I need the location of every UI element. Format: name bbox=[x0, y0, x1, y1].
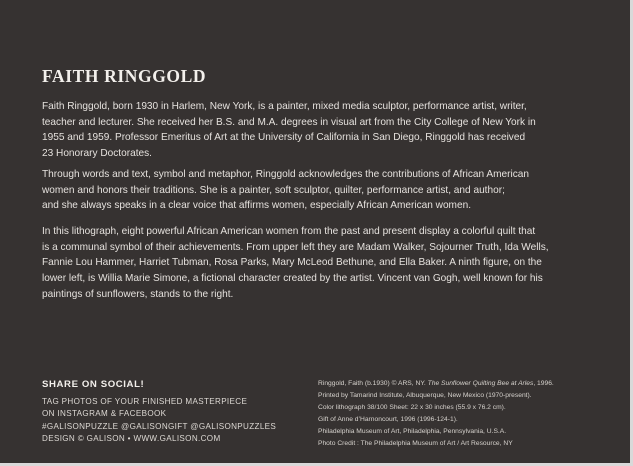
social-line: #GALISONPUZZLE @GALISONGIFT @GALISONPUZZLES bbox=[42, 421, 277, 431]
page-title: FAITH RINGGOLD bbox=[42, 66, 207, 86]
themes-paragraph bbox=[42, 167, 587, 214]
credit-line bbox=[318, 378, 554, 390]
social-line: ON INSTAGRAM & FACEBOOK bbox=[42, 409, 167, 419]
lithograph-description-paragraph bbox=[42, 224, 587, 303]
credit-year: , 1996. bbox=[533, 380, 554, 387]
text-line: Fannie Lou Hammer, Harriet Tubman, Rosa Parks, Mary McLeod Bethune, and Ella Baker. A ninth figure, on the bbox=[42, 257, 542, 269]
credit-line: Color lithograph 38/100 Sheet: 22 x 30 inches (55.9 x 76.2 cm). bbox=[318, 404, 506, 412]
artwork-title: The Sunflower Quilting Bee at Arles bbox=[427, 380, 534, 387]
text-line: 1955 and 1959. Professor Emeritus of Art at the University of California in San Diego, Ringgold has received bbox=[42, 132, 526, 144]
biography-paragraph bbox=[42, 99, 587, 162]
text-line: is a communal symbol of their achievements. From upper left they are Madam Walker, Sojourner Truth, Ida Wells, bbox=[42, 241, 549, 253]
text-line: lower left, is Willia Marie Simone, a fictional character created by the artist. Vincent van Gogh, well known for his bbox=[42, 273, 543, 285]
text-line: teacher and lecturer. She received her B.S. and M.A. degrees in visual art from the City College of New York in bbox=[42, 116, 536, 128]
artwork-credits-block bbox=[318, 378, 554, 451]
credit-line: Printed by Tamarind Institute, Albuquerque, New Mexico (1970-present). bbox=[318, 392, 532, 400]
credit-line: Philadelphia Museum of Art, Philadelphia, Pennsylvania, U.S.A. bbox=[318, 428, 507, 436]
text-line: and she always speaks in a clear voice that affirms women, especially African American women. bbox=[42, 200, 471, 212]
text-line: Through words and text, symbol and metaphor, Ringgold acknowledges the contributions of African American bbox=[42, 169, 530, 180]
text-line: 23 Honorary Doctorates. bbox=[42, 148, 152, 160]
text-line: Faith Ringgold, born 1930 in Harlem, New York, is a painter, mixed media sculptor, performance artist, writer, bbox=[42, 101, 527, 112]
text-line: In this lithograph, eight powerful African American women from the past and present display a colorful quilt that bbox=[42, 226, 536, 237]
credit-artist: Ringgold, Faith (b.1930) © ARS, NY. bbox=[318, 380, 428, 387]
text-line: paintings of sunflowers, stands to the right. bbox=[42, 288, 234, 300]
share-on-social-heading: SHARE ON SOCIAL! bbox=[42, 379, 145, 390]
credit-line: Photo Credit : The Philadelphia Museum of Art / Art Resource, NY bbox=[318, 440, 513, 448]
social-line: TAG PHOTOS OF YOUR FINISHED MASTERPIECE bbox=[42, 397, 248, 406]
text-line: women and honors their traditions. She is a painter, soft sculptor, quilter, performance artist, and author; bbox=[42, 184, 505, 196]
social-line: DESIGN © GALISON • WWW.GALISON.COM bbox=[42, 434, 221, 444]
credit-line: Gift of Anne d’Harnoncourt, 1996 (1996-124-1). bbox=[318, 416, 458, 424]
social-info-block bbox=[42, 396, 276, 446]
